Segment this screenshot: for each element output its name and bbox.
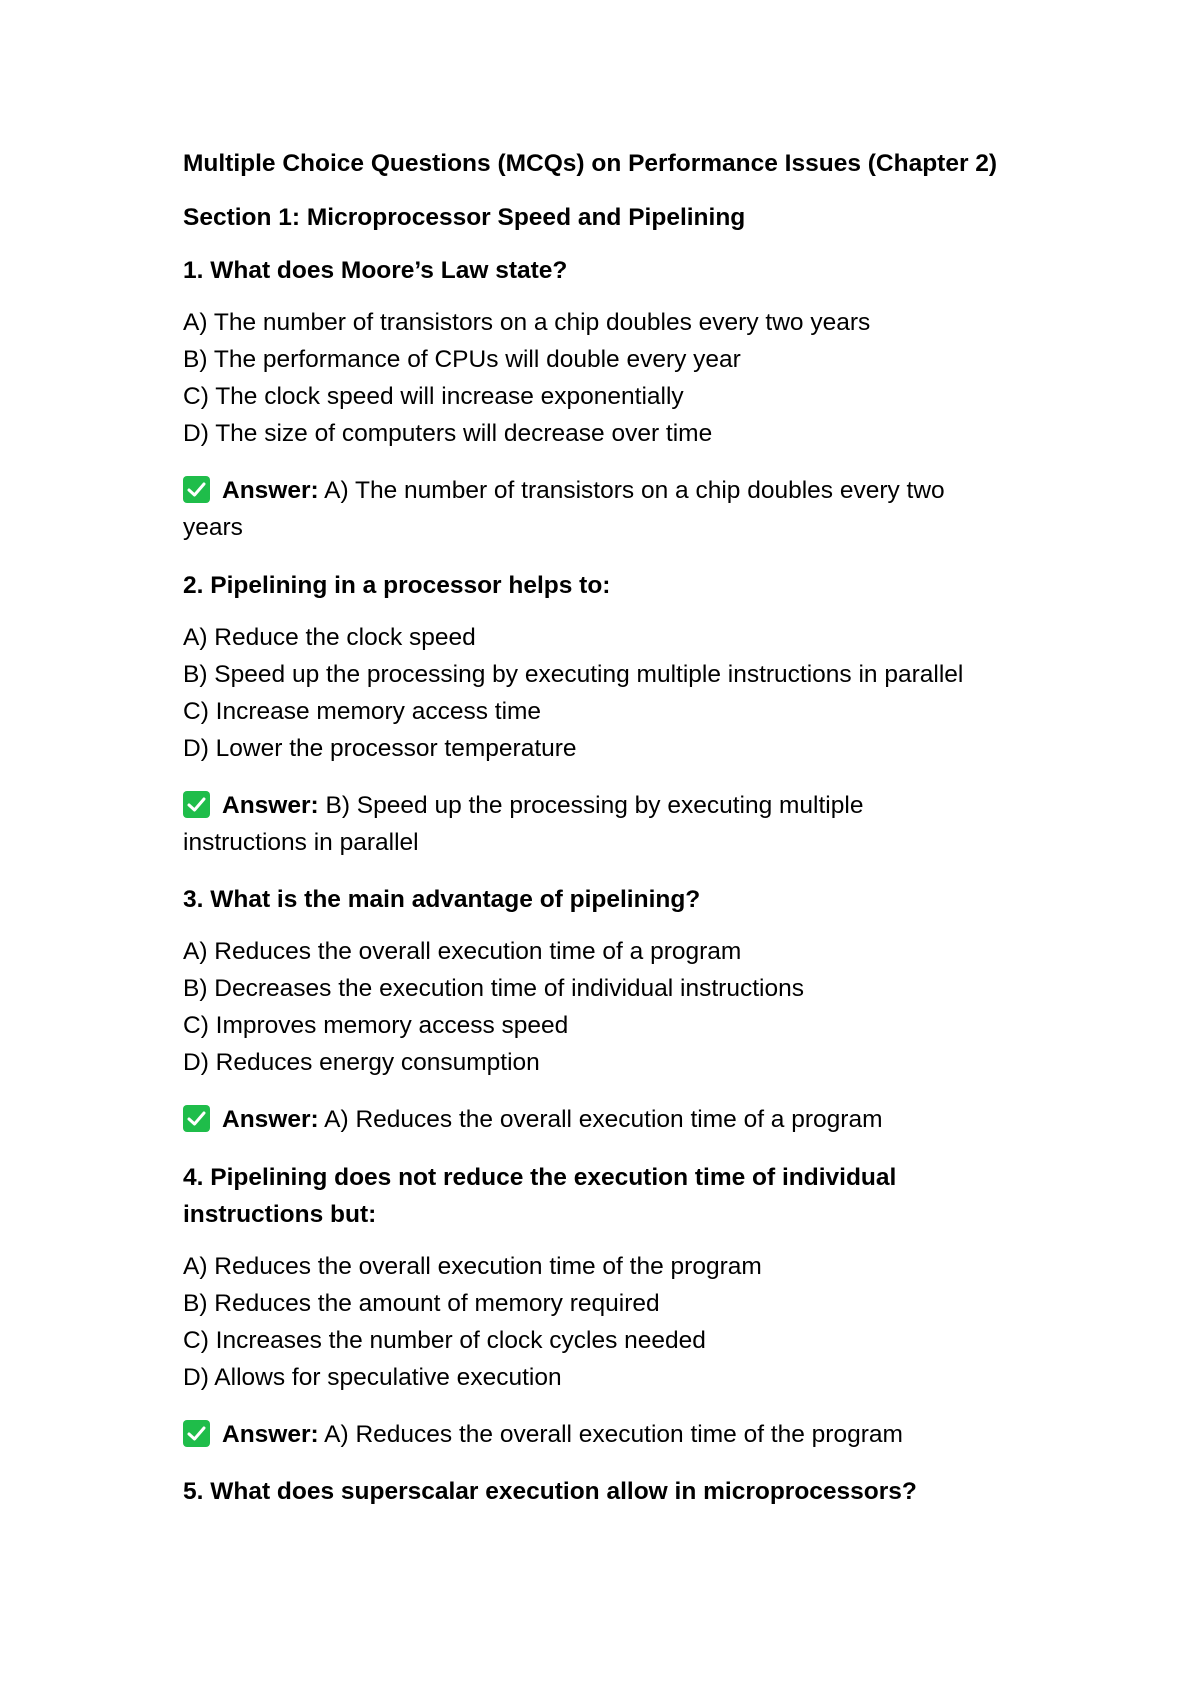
question-2-option-d: D) Lower the processor temperature [183,735,577,762]
checkmark-icon [183,476,210,503]
question-1-option-b: B) The performance of CPUs will double every year [183,346,741,373]
question-3: 3. What is the main advantage of pipelining? [183,886,701,913]
question-4-option-c: C) Increases the number of clock cycles needed [183,1327,706,1354]
answer-text: A) The number of transistors on a chip doubles every two [324,477,945,504]
question-2-option-b: B) Speed up the processing by executing multiple instructions in parallel [183,661,964,688]
answer-text: B) Speed up the processing by executing multiple [325,792,864,819]
section-heading: Section 1: Microprocessor Speed and Pipelining [183,204,746,231]
question-3-option-a: A) Reduces the overall execution time of a program [183,938,742,965]
checkmark-icon [183,1420,210,1447]
question-4-continued: instructions but: [183,1201,377,1228]
answer-label: Answer: [222,477,319,504]
checkmark-icon [183,791,210,818]
question-2-answer [183,787,863,825]
question-2: 2. Pipelining in a processor helps to: [183,572,611,599]
answer-text: A) Reduces the overall execution time of the program [324,1421,903,1448]
answer-label: Answer: [222,1106,319,1133]
question-2-answer-continued: instructions in parallel [183,829,419,856]
question-4-option-a: A) Reduces the overall execution time of the program [183,1253,762,1280]
question-2-option-a: A) Reduce the clock speed [183,624,476,651]
question-1-option-a: A) The number of transistors on a chip doubles every two years [183,309,871,336]
question-4-answer [183,1416,903,1454]
question-1-option-c: C) The clock speed will increase exponentially [183,383,684,410]
question-4-option-b: B) Reduces the amount of memory required [183,1290,660,1317]
checkmark-icon [183,1105,210,1132]
question-4-option-d: D) Allows for speculative execution [183,1364,562,1391]
question-1: 1. What does Moore’s Law state? [183,257,568,284]
answer-text: A) Reduces the overall execution time of a program [324,1106,883,1133]
question-3-option-c: C) Improves memory access speed [183,1012,569,1039]
question-3-option-d: D) Reduces energy consumption [183,1049,540,1076]
question-3-option-b: B) Decreases the execution time of individual instructions [183,975,804,1002]
question-3-answer [183,1101,882,1139]
answer-label: Answer: [222,1421,319,1448]
question-1-answer-continued: years [183,514,243,541]
question-5: 5. What does superscalar execution allow in microprocessors? [183,1478,917,1505]
question-1-answer [183,472,945,510]
answer-label: Answer: [222,792,319,819]
question-4: 4. Pipelining does not reduce the execution time of individual [183,1164,897,1191]
question-1-option-d: D) The size of computers will decrease over time [183,420,713,447]
document-title: Multiple Choice Questions (MCQs) on Performance Issues (Chapter 2) [183,150,998,177]
question-2-option-c: C) Increase memory access time [183,698,542,725]
